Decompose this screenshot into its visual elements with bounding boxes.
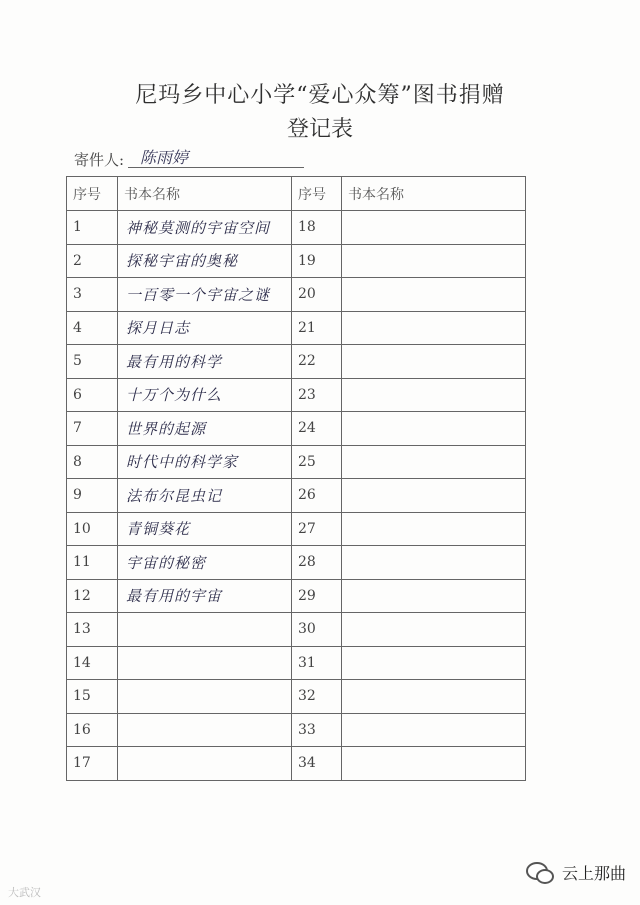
row-index-right: 25 xyxy=(292,445,342,479)
sender-underline xyxy=(128,167,304,168)
row-index-left: 4 xyxy=(67,311,118,345)
row-index-right: 21 xyxy=(292,311,342,345)
doc-title: 尼玛乡中心小学“爱心众筹”图书捐赠 xyxy=(135,83,505,108)
row-book-right xyxy=(342,613,526,647)
table-row xyxy=(67,747,526,781)
row-book-left: 神秘莫测的宇宙空间 xyxy=(118,211,292,245)
table-row xyxy=(67,378,526,412)
row-index-right: 26 xyxy=(292,479,342,513)
table-row xyxy=(67,244,526,278)
row-index-right: 32 xyxy=(292,680,342,714)
row-book-left xyxy=(118,713,292,747)
row-book-right xyxy=(342,378,526,412)
row-book-left xyxy=(118,613,292,647)
row-index-right: 18 xyxy=(292,211,342,245)
row-index-right: 31 xyxy=(292,646,342,680)
header-book-right: 书本名称 xyxy=(342,177,526,211)
row-book-right xyxy=(342,412,526,446)
row-index-left: 10 xyxy=(67,512,118,546)
row-book-left xyxy=(118,680,292,714)
row-book-right xyxy=(342,512,526,546)
row-index-left: 9 xyxy=(67,479,118,513)
row-book-right xyxy=(342,479,526,513)
row-index-left: 3 xyxy=(67,278,118,312)
table-row xyxy=(67,479,526,513)
row-book-right xyxy=(342,680,526,714)
doc-subtitle: 登记表 xyxy=(286,117,353,142)
row-book-right xyxy=(342,546,526,580)
watermark-right-text: 云上那曲 xyxy=(561,864,626,883)
row-book-right xyxy=(342,713,526,747)
row-index-right: 29 xyxy=(292,579,342,613)
table-row xyxy=(67,579,526,613)
row-index-right: 19 xyxy=(292,244,342,278)
header-book-left: 书本名称 xyxy=(118,177,292,211)
table-row xyxy=(67,412,526,446)
row-book-right xyxy=(342,646,526,680)
watermark-right xyxy=(526,861,626,884)
row-index-left: 6 xyxy=(67,378,118,412)
row-index-left: 14 xyxy=(67,646,118,680)
donation-table xyxy=(66,176,526,781)
row-book-left: 探月日志 xyxy=(118,311,292,345)
table-row xyxy=(67,211,526,245)
wechat-icon xyxy=(526,862,554,884)
row-book-right xyxy=(342,747,526,781)
row-book-left: 最有用的科学 xyxy=(118,345,292,379)
row-index-right: 33 xyxy=(292,713,342,747)
table-row xyxy=(67,278,526,312)
sender-label: 寄件人: xyxy=(74,151,125,169)
row-index-left: 13 xyxy=(67,613,118,647)
row-book-left: 青铜葵花 xyxy=(118,512,292,546)
header-index-left: 序号 xyxy=(67,177,118,211)
row-index-left: 7 xyxy=(67,412,118,446)
table-row xyxy=(67,345,526,379)
row-index-left: 2 xyxy=(67,244,118,278)
row-book-left xyxy=(118,646,292,680)
row-book-left: 时代中的科学家 xyxy=(118,445,292,479)
row-book-left: 一百零一个宇宙之谜 xyxy=(118,278,292,312)
table-row xyxy=(67,546,526,580)
row-book-right xyxy=(342,211,526,245)
table-row xyxy=(67,713,526,747)
row-index-right: 22 xyxy=(292,345,342,379)
row-index-right: 34 xyxy=(292,747,342,781)
row-index-right: 28 xyxy=(292,546,342,580)
row-index-left: 15 xyxy=(67,680,118,714)
table-row xyxy=(67,646,526,680)
row-book-left: 宇宙的秘密 xyxy=(118,546,292,580)
row-book-right xyxy=(342,445,526,479)
row-book-right xyxy=(342,278,526,312)
row-index-left: 16 xyxy=(67,713,118,747)
table-row xyxy=(67,445,526,479)
row-book-left: 最有用的宇宙 xyxy=(118,579,292,613)
row-index-left: 1 xyxy=(67,211,118,245)
row-index-right: 24 xyxy=(292,412,342,446)
row-book-left xyxy=(118,747,292,781)
row-index-right: 30 xyxy=(292,613,342,647)
row-book-left: 法布尔昆虫记 xyxy=(118,479,292,513)
table-row xyxy=(67,680,526,714)
table-row xyxy=(67,311,526,345)
row-index-left: 17 xyxy=(67,747,118,781)
row-book-left: 十万个为什么 xyxy=(118,378,292,412)
row-index-left: 12 xyxy=(67,579,118,613)
row-index-right: 20 xyxy=(292,278,342,312)
row-index-left: 11 xyxy=(67,546,118,580)
row-index-right: 23 xyxy=(292,378,342,412)
row-book-left: 世界的起源 xyxy=(118,412,292,446)
row-book-right xyxy=(342,311,526,345)
row-book-right xyxy=(342,244,526,278)
header-index-right: 序号 xyxy=(292,177,342,211)
row-book-right xyxy=(342,345,526,379)
row-book-left: 探秘宇宙的奥秘 xyxy=(118,244,292,278)
row-index-left: 5 xyxy=(67,345,118,379)
row-index-left: 8 xyxy=(67,445,118,479)
row-book-right xyxy=(342,579,526,613)
row-index-right: 27 xyxy=(292,512,342,546)
table-row xyxy=(67,613,526,647)
watermark-left: 大武汉 xyxy=(8,886,41,899)
table-row xyxy=(67,512,526,546)
table-header-row xyxy=(67,177,526,211)
sender-value: 陈雨婷 xyxy=(140,148,189,167)
